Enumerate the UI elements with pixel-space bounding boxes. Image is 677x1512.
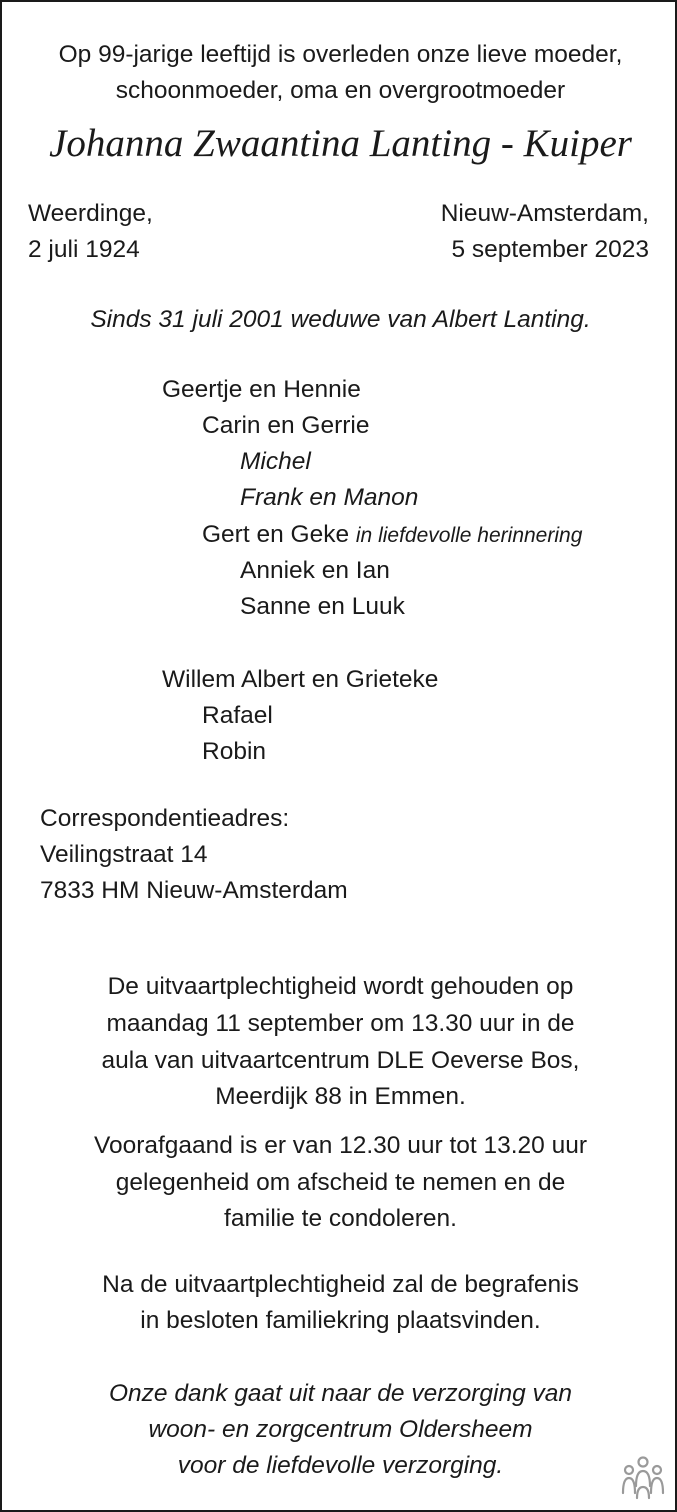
family-child-3: Rafael — [202, 702, 273, 729]
death-date: 5 september 2023 — [451, 236, 649, 263]
birth-place: Weerdinge, — [28, 200, 153, 227]
death-place: Nieuw-Amsterdam, — [440, 200, 649, 227]
correspondence-city: 7833 HM Nieuw-Amsterdam — [40, 877, 348, 904]
ceremony-line-3: aula van uitvaartcentrum DLE Oeverse Bos, — [101, 1047, 580, 1074]
condolence-line-1: Voorafgaand is er van 12.30 uur tot 13.20 uur — [93, 1132, 588, 1159]
thanks-line-2: woon- en zorgcentrum Oldersheem — [148, 1416, 533, 1443]
ceremony-line-2: maandag 11 september om 13.30 uur in de — [106, 1010, 575, 1037]
family-grandchild-3: Anniek en Ian — [240, 557, 390, 584]
family-grandchild-1: Michel — [240, 448, 311, 475]
burial-line-1: Na de uitvaartplechtigheid zal de begrafenis — [102, 1271, 579, 1298]
thanks-line-3: voor de liefdevolle verzorging. — [177, 1452, 504, 1479]
deceased-name: Johanna Zwaantina Lanting - Kuiper — [49, 122, 632, 165]
condolence-line-2: gelegenheid om afscheid te nemen en de — [115, 1169, 566, 1196]
family-child-2-name: Gert en Geke — [202, 521, 350, 548]
correspondence-street: Veilingstraat 14 — [40, 841, 208, 868]
correspondence-label: Correspondentieadres: — [40, 805, 290, 832]
people-group-icon — [619, 1456, 667, 1500]
family-parents-1: Geertje en Hennie — [162, 376, 361, 403]
widow-line: Sinds 31 juli 2001 weduwe van Albert Lanting. — [90, 306, 591, 333]
thanks-line-1: Onze dank gaat uit naar de verzorging van — [108, 1380, 573, 1407]
intro-line-1: Op 99-jarige leeftijd is overleden onze lieve moeder, — [58, 41, 623, 68]
intro-line-2: schoonmoeder, oma en overgrootmoeder — [115, 77, 566, 104]
family-child-2-note: in liefdevolle herinnering — [355, 524, 583, 547]
birth-date: 2 juli 1924 — [28, 236, 140, 263]
family-grandchild-2: Frank en Manon — [240, 484, 419, 511]
ceremony-line-4: Meerdijk 88 in Emmen. — [215, 1083, 466, 1110]
family-parents-2: Willem Albert en Grieteke — [162, 666, 439, 693]
family-child-4: Robin — [202, 738, 267, 765]
family-child-1: Carin en Gerrie — [202, 412, 370, 439]
condolence-line-3: familie te condoleren. — [224, 1205, 457, 1232]
ceremony-line-1: De uitvaartplechtigheid wordt gehouden op — [107, 973, 574, 1000]
family-child-2 — [202, 517, 582, 554]
burial-line-2: in besloten familiekring plaatsvinden. — [140, 1307, 541, 1334]
family-grandchild-4: Sanne en Luuk — [240, 593, 405, 620]
